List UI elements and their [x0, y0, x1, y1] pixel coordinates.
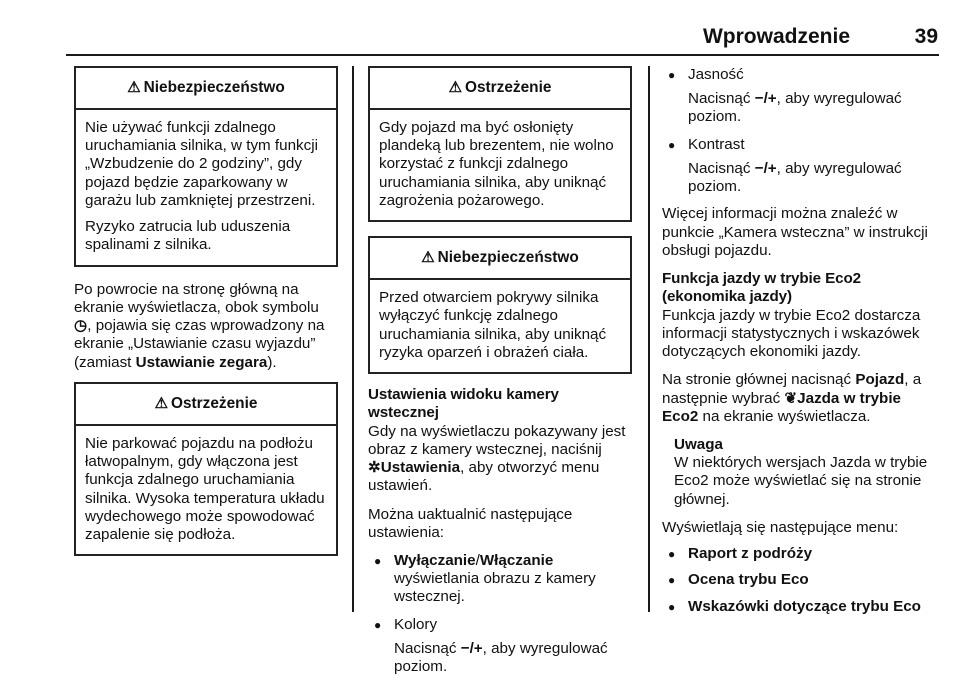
menu-item-label: Wskazówki dotyczące trybu Eco: [688, 597, 921, 615]
page-title: Wprowadzenie: [702, 25, 850, 48]
list-item: [368, 616, 632, 677]
header-rule: [66, 54, 939, 56]
box-heading: [370, 238, 630, 280]
column-3: [662, 66, 938, 616]
warning-icon: ⚠: [448, 79, 463, 96]
box-heading-label: Niebezpieczeństwo: [143, 78, 285, 96]
text: na ekranie wyświetlacza.: [702, 407, 871, 425]
note-text: W niektórych wersjach Jazda w trybie Eco2 może wyświetlać się na stronie głównej.: [674, 454, 928, 508]
settings-list: [368, 552, 632, 676]
text: , aby otworzyć menu ustawień.: [368, 459, 600, 495]
column-divider-2: [648, 66, 650, 612]
list-item-text: [394, 640, 632, 676]
list-item-heading: ● Kontrast: [688, 135, 745, 153]
text: , aby wyregulować poziom.: [688, 90, 902, 126]
text: Gdy na wyświetlaczu pokazywany jest obraz z kamery wstecznej, naciśnij: [368, 422, 626, 458]
list-item: [368, 552, 632, 607]
list-item-text: wyświetlania obrazu z kamery wstecznej.: [394, 570, 596, 606]
list-item-text: [688, 90, 938, 126]
menu-list: [662, 545, 938, 616]
danger-box-remote-start: [74, 66, 338, 267]
text: Na stronie głównej nacisnąć: [662, 371, 852, 389]
warning-icon: ⚠: [421, 249, 435, 267]
column-1: [74, 66, 338, 570]
box-text: Ryzyko zatrucia lub uduszenia spalinami z silnika.: [85, 218, 291, 254]
box-text: Przed otwarciem pokrywy silnika wyłączyć funkcję zdalnego uruchamiania silnika, aby uniknąć ryzyka oparzeń i obrażeń ciała.: [379, 289, 607, 361]
list-item-heading: [394, 552, 632, 570]
text: /: [475, 551, 480, 569]
menu-item-label: Ocena trybu Eco: [688, 571, 809, 589]
adjust-list: [662, 66, 938, 196]
box-heading-label: Niebezpieczeństwo: [437, 248, 579, 266]
box-text: Nie parkować pojazdu na podłożu łatwopalnym, gdy włączona jest funkcja zdalnego uruchamiania silnika. Wysoka temperatura układu wydechowego może spowodować zapalenie się podłoża.: [85, 434, 325, 543]
list-item: [662, 136, 938, 197]
note: [662, 436, 938, 509]
text: Wyłączanie: [394, 551, 476, 569]
paragraph-settings-intro: Można uaktualnić następujące ustawienia:: [368, 505, 573, 541]
pojazd-label: Pojazd: [855, 371, 905, 389]
paragraph-eco2-nav: [662, 371, 938, 426]
warning-box-parking: [74, 382, 338, 556]
eco2-label: Jazda w trybie Eco2: [662, 389, 901, 425]
column-divider-1: [352, 66, 354, 612]
text: Nacisnąć: [394, 639, 457, 657]
danger-box-hood: [368, 236, 632, 374]
minus-plus-icon: −/+: [754, 90, 777, 108]
text: Włączanie: [479, 551, 554, 569]
box-body: [76, 110, 336, 265]
ustawienia-label: Ustawienia: [380, 459, 461, 477]
note-title: Uwaga: [674, 435, 723, 453]
box-body: [370, 110, 630, 220]
text: , a następnie wybrać: [662, 371, 922, 407]
subheading-eco2: Funkcja jazdy w trybie Eco2 (ekonomika jazdy): [662, 270, 862, 306]
clock-icon: ◷: [74, 317, 88, 335]
text: , pojawia się czas wprowadzony na ekranie „Ustawianie czasu wyjazdu” (zamiast: [74, 317, 325, 371]
column-2: [368, 66, 632, 685]
box-body: [76, 426, 336, 554]
list-item: [662, 545, 938, 563]
warning-box-cover: [368, 66, 632, 222]
box-heading-label: Ostrzeżenie: [171, 394, 258, 412]
paragraph-eco2-desc: Funkcja jazdy w trybie Eco2 dostarcza informacji statystycznych i wskazówek dotyczących ekonomiki jazdy.: [662, 306, 921, 361]
text: , aby wyregulować poziom.: [394, 639, 608, 676]
warning-icon: ⚠: [127, 79, 141, 96]
box-text: Nie używać funkcji zdalnego uruchamiania silnika, w tym funkcji „Wzbudzenie do 2 godziny”, gdy pojazd będzie zaparkowany w garażu lub zamkniętej przestrzeni.: [85, 119, 318, 209]
list-item-heading: ● Kolory: [394, 615, 438, 633]
box-heading: [76, 68, 336, 110]
list-item-heading: ● Jasność: [688, 66, 744, 83]
paragraph-more-info: Więcej informacji można znaleźć w punkcie „Kamera wsteczna” w instrukcji obsługi pojazdu.: [662, 205, 928, 259]
list-item: [662, 571, 938, 589]
warning-icon: ⚠: [154, 394, 169, 412]
minus-plus-icon: −/+: [754, 159, 777, 177]
text: Nacisnąć: [688, 159, 751, 177]
paragraph-camera-settings: [368, 423, 632, 496]
subheading-camera-settings: Ustawienia widoku kamery wstecznej: [368, 386, 559, 422]
ustawianie-zegara-label: Ustawianie zegara: [135, 353, 268, 371]
page-number: 39: [914, 25, 938, 48]
text: Nacisnąć: [688, 90, 751, 108]
paragraph-menus-intro: Wyświetlają się następujące menu:: [662, 518, 899, 536]
box-heading-label: Ostrzeżenie: [465, 78, 552, 96]
eco-icon: ❦: [784, 389, 798, 407]
gear-icon: ✲: [368, 459, 381, 477]
box-text: Gdy pojazd ma być osłonięty plandeką lub brezentem, nie wolno korzystać z funkcji zdalnego uruchamiania silnika, aby uniknąć zagrożenia pożarowego.: [379, 119, 614, 209]
paragraph-return-home: [74, 281, 338, 372]
box-heading: [76, 384, 336, 426]
list-item: [662, 598, 938, 616]
minus-plus-icon: −/+: [460, 639, 483, 657]
text: , aby wyregulować poziom.: [688, 159, 902, 196]
list-item-text: [688, 160, 938, 196]
list-item: [662, 66, 938, 127]
text: ).: [267, 353, 277, 371]
menu-item-label: Raport z podróży: [688, 545, 813, 563]
box-heading: [370, 68, 630, 110]
text: Po powrocie na stronę główną na ekranie wyświetlacza, obok symbolu: [74, 280, 319, 316]
box-body: [370, 280, 630, 372]
